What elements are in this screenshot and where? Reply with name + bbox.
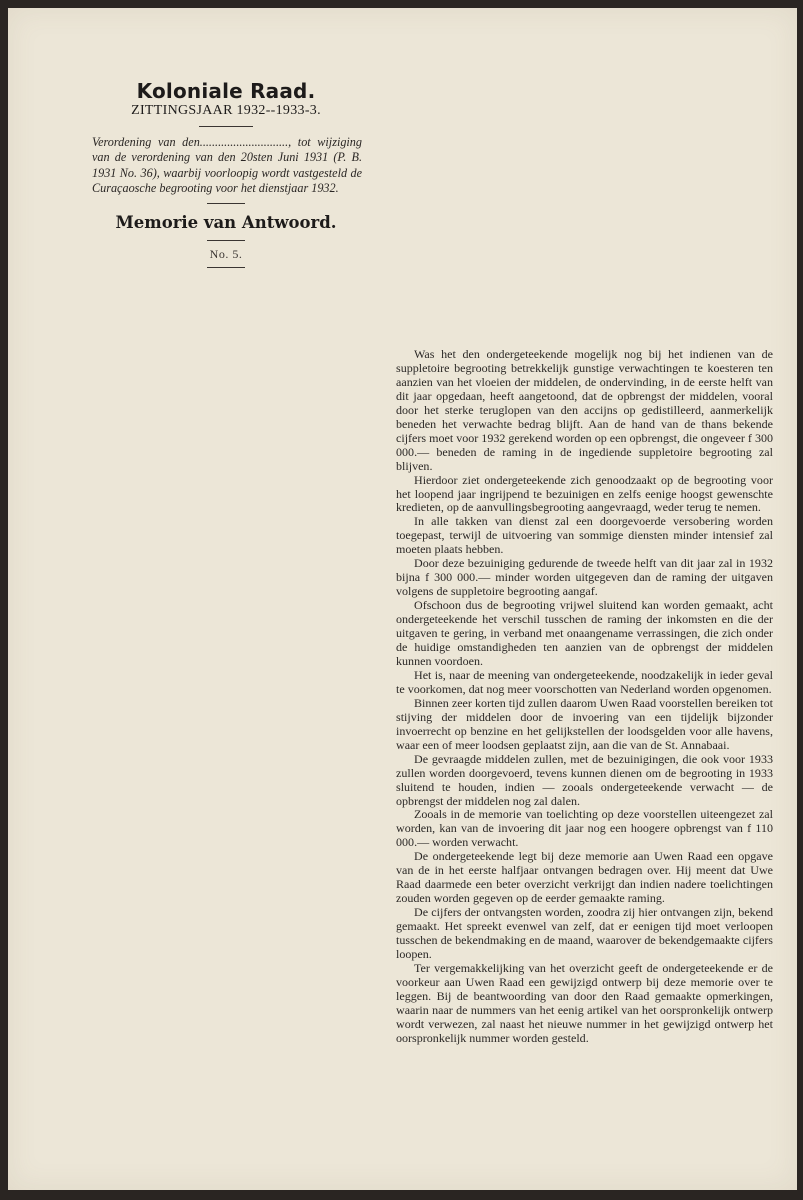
paragraph: Het is, naar de meening van ondergeteekende, noodzakelijk in ieder geval te voorkomen, dat nog meer voorschotten van Nederland worden opgenomen.: [396, 667, 773, 696]
paragraph: Zooals in de memorie van toelichting op deze voorstellen uiteengezet zal worden, kan van de invoering dit jaar nog een hoogere opbrengst van f 110 000.— worden verwacht.: [396, 807, 773, 850]
session-year: ZITTINGSJAAR 1932--1933-3.: [131, 103, 321, 118]
paragraph: In alle takken van dienst zal een doorgevoerde versobering worden toegepast, terwijl de uitvoering van sommige diensten minder intensief zal moeten plaats hebben.: [396, 514, 773, 557]
paragraph: De ondergeteekende legt bij deze memorie aan Uwen Raad een opgave van de in het eerste halfjaar ontvangen bedragen over. Hij meent dat Uwe Raad daarmede een beter overzicht verkrijgt dan indien nadere toelichtingen zouden worden gegeven op de eerder gemaakte raming.: [396, 849, 773, 906]
document-heading: Memorie van Antwoord.: [115, 212, 337, 232]
paragraph: Door deze bezuiniging gedurende de tweede helft van dit jaar zal in 1932 bijna f 300 000.— minder worden uitgegeven dan de raming der uitgaven volgens de suppletoire begrooting aangaf.: [396, 556, 773, 599]
paragraph: De cijfers der ontvangsten worden, zoodra zij hier ontvangen zijn, bekend gemaakt. Het spreekt evenwel van zelf, dat er eenigen tijd moet verloopen tusschen de bekendmaking en de maand, waarover de bekendgemaakte cijfers loopen.: [396, 905, 773, 961]
memorandum-body: [396, 348, 773, 1046]
divider: [199, 126, 253, 127]
document-number: No. 5.: [209, 246, 243, 261]
paragraph: Ofschoon dus de begrooting vrijwel sluitend kan worden gemaakt, acht ondergeteekende het verschil tusschen de raming der inkomsten en die der uitgaven te gering, in verband met onaangename verrassingen, die zich onder de huidige omstandigheden ten aanzien van de opbrengst der middelen kunnen voordoen.: [396, 598, 773, 668]
divider: [207, 240, 245, 241]
document-header: [90, 80, 362, 268]
ordinance-title: Verordening van den............................., tot wijziging van de verordening van den 20sten Juni 1931 (P. B. 1931 No. 36), waarbij voorloopig wordt vastgesteld de Curaçaosche begrooting voor het dienstjaar 1932.: [92, 135, 362, 196]
paragraph: De gevraagde middelen zullen, met de bezuinigingen, die ook voor 1933 zullen worden doorgevoerd, tevens kunnen dienen om de begrooting in 1933 sluitend te houden, indien — zooals ondergeteekende verwacht — de opbrengst der middelen nog zal dalen.: [396, 751, 773, 808]
paragraph: Was het den ondergeteekende mogelijk nog bij het indienen van de suppletoire begrooting betrekkelijk gunstige verwachtingen te koesteren ten aanzien van het vloeien der middelen, de ondervinding, in de eerste helft van dit jaar opgedaan, heeft aangetoond, dat de opbrengst der middelen, vooral door het sterke teruglopen van den accijns op gedistilleerd, aanmerkelijk beneden het verwachte bedrag blijft. Aan de hand van de thans bekende cijfers moet voor 1932 gerekend worden op een opbrengst, die ongeveer f 300 000.— beneden de raming in de ingediende suppletoire begrooting zal blijven.: [396, 347, 774, 473]
council-title: Koloniale Raad.: [136, 79, 316, 103]
paragraph: Hierdoor ziet ondergeteekende zich genoodzaakt op de begrooting voor het loopend jaar ingrijpend te bezuinigen en zelfs eenige hoogst gewenschte kredieten, op de aanvullingsbegrooting aangevraagd, weder terug te nemen.: [396, 472, 773, 515]
paragraph: Binnen zeer korten tijd zullen daarom Uwen Raad voorstellen bereiken tot stijving der middelen door de invoering van een tijdelijk bijzonder invoerrecht op benzine en het gelijkstellen der loodsgelden voor alle havens, waar een of meer loodsen geplaatst zijn, aan die van de St. Annabaai.: [396, 695, 773, 752]
paragraph: Ter vergemakkelijking van het overzicht geeft de ondergeteekende er de voorkeur aan Uwen Raad een gewijzigd ontwerp bij deze memorie over te leggen. Bij de beantwoording van door den Raad gemaakte opmerkingen, waarin naar de nummers van het eenig artikel van het oorspronkelijk ontwerp wordt verwezen, zal naast het nieuwe nummer in het gewijzigd ontwerp het oorspronkelijk nummer worden gesteld.: [396, 960, 773, 1045]
divider: [207, 203, 245, 204]
divider: [207, 267, 245, 268]
document-page: [8, 8, 797, 1190]
